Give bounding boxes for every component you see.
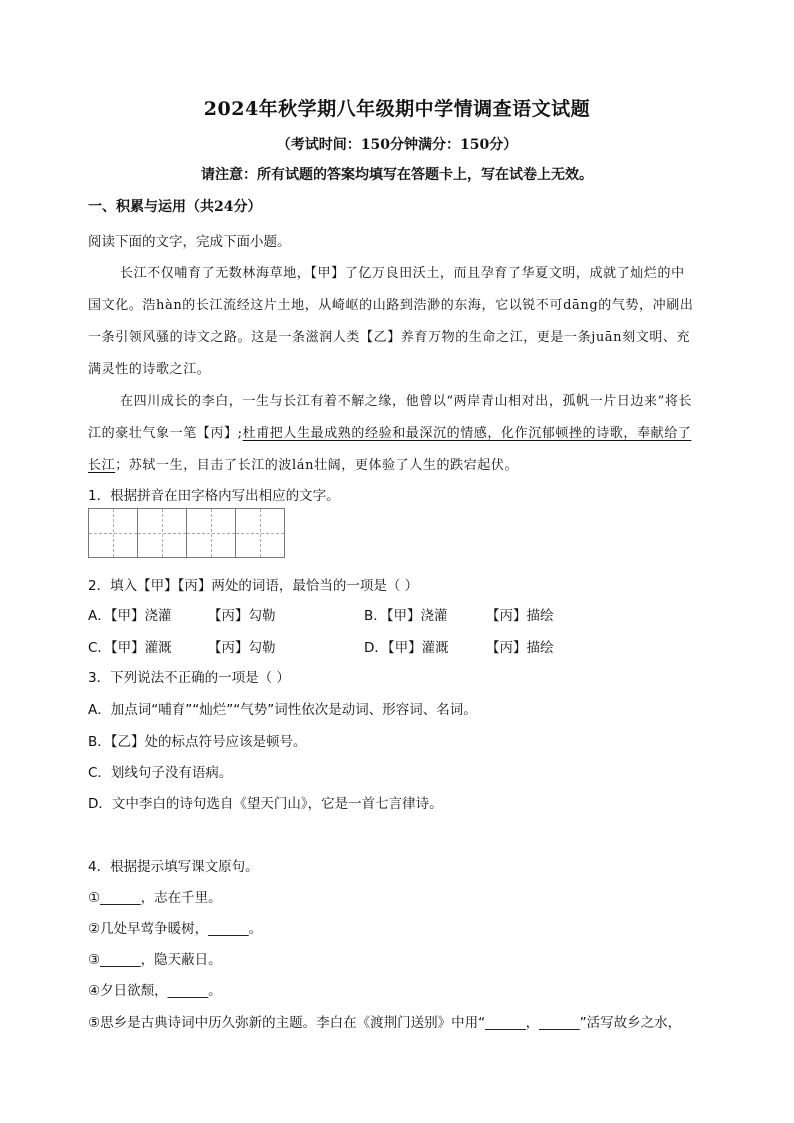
question-2: 2．填入【甲】【丙】两处的词语，最恰当的一项是（ ） bbox=[88, 578, 419, 594]
exam-subtitle: （考试时间：150分钟满分：150分） bbox=[276, 137, 518, 153]
tianzige-box bbox=[236, 509, 284, 557]
question-1: 1．根据拼音在田字格内写出相应的文字。 bbox=[88, 488, 340, 504]
q2-option-b-value: 【丙】描绘 bbox=[486, 608, 554, 624]
q4-item-1: ①______，志在千里。 bbox=[88, 890, 222, 906]
passage-line: 在四川成长的李白，一生与长江有着不解之缘，他曾以“两岸青山相对出，孤帆一片日边来”将长 bbox=[120, 394, 693, 409]
tianzige-box bbox=[138, 509, 187, 557]
q2-option-d-value: 【丙】描绘 bbox=[486, 640, 554, 656]
passage-line bbox=[88, 454, 708, 473]
q2-option-d-label: D．【甲】灌溉 bbox=[364, 640, 449, 656]
q4-item-3: ③______，隐天蔽日。 bbox=[88, 952, 222, 968]
passage-line bbox=[88, 422, 708, 441]
tianzige-box bbox=[89, 509, 138, 557]
q4-item-2: ②几处早莺争暖树，______。 bbox=[88, 921, 263, 937]
tianzige-box bbox=[187, 509, 236, 557]
question-4: 4．根据提示填写课文原句。 bbox=[88, 859, 259, 875]
q2-option-a-label: A．【甲】浇灌 bbox=[88, 608, 172, 624]
q3-option-c: C．划线句子没有语病。 bbox=[88, 765, 233, 781]
passage-text: ；苏轼一生，目击了长江的波lán壮阔，更体验了人生的跌宕起伏。 bbox=[115, 458, 519, 473]
reading-intro: 阅读下面的文字，完成下面小题。 bbox=[88, 234, 291, 250]
passage-text: 江的豪壮气象一笔【丙】; bbox=[88, 426, 243, 441]
question-3: 3．下列说法不正确的一项是（ ） bbox=[88, 670, 290, 686]
q3-option-b: B．【乙】处的标点符号应该是顿号。 bbox=[88, 734, 307, 750]
passage-line: 国文化。浩hàn的长江流经这片土地，从崎岖的山路到浩渺的东海，它以锐不可dāng的气势，冲刷出 bbox=[88, 298, 694, 313]
section-heading: 一、积累与运用（共24分） bbox=[88, 199, 262, 215]
passage-line: 长江不仅哺育了无数林海草地，【甲】了亿万良田沃土，而且孕育了华夏文明，成就了灿烂的中 bbox=[120, 266, 685, 281]
exam-notice: 请注意：所有试题的答案均填写在答题卡上，写在试卷上无效。 bbox=[201, 167, 593, 183]
q2-option-c-label: C．【甲】灌溉 bbox=[88, 640, 172, 656]
q4-item-4: ④夕日欲颓，______。 bbox=[88, 983, 222, 999]
tianzige-grid bbox=[88, 508, 285, 558]
exam-title: 2024年秋学期八年级期中学情调查语文试题 bbox=[203, 98, 591, 120]
q4-item-5: ⑤思乡是古典诗词中历久弥新的主题。李白在《渡荆门送别》中用“______，______”活写故乡之水， bbox=[88, 1015, 682, 1031]
underlined-sentence: 杜甫把人生最成熟的经验和最深沉的情感，化作沉郁顿挫的诗歌，奉献给了 bbox=[242, 426, 692, 441]
q3-option-a: A．加点词“哺育”“灿烂”“气势”词性依次是动词、形容词、名词。 bbox=[88, 702, 477, 718]
q2-option-a-value: 【丙】勾勒 bbox=[208, 608, 276, 624]
passage-line: 一条引领风骚的诗文之路。这是一条滋润人类【乙】养育万物的生命之江，更是一条juān刻文明、充 bbox=[88, 330, 691, 345]
q2-option-c-value: 【丙】勾勒 bbox=[208, 640, 276, 656]
underlined-sentence: 长江 bbox=[88, 458, 116, 473]
q3-option-d: D．文中李白的诗句选自《望天门山》，它是一首七言律诗。 bbox=[88, 796, 443, 812]
passage-line: 满灵性的诗歌之江。 bbox=[88, 362, 211, 377]
q2-option-b-label: B．【甲】浇灌 bbox=[364, 608, 448, 624]
